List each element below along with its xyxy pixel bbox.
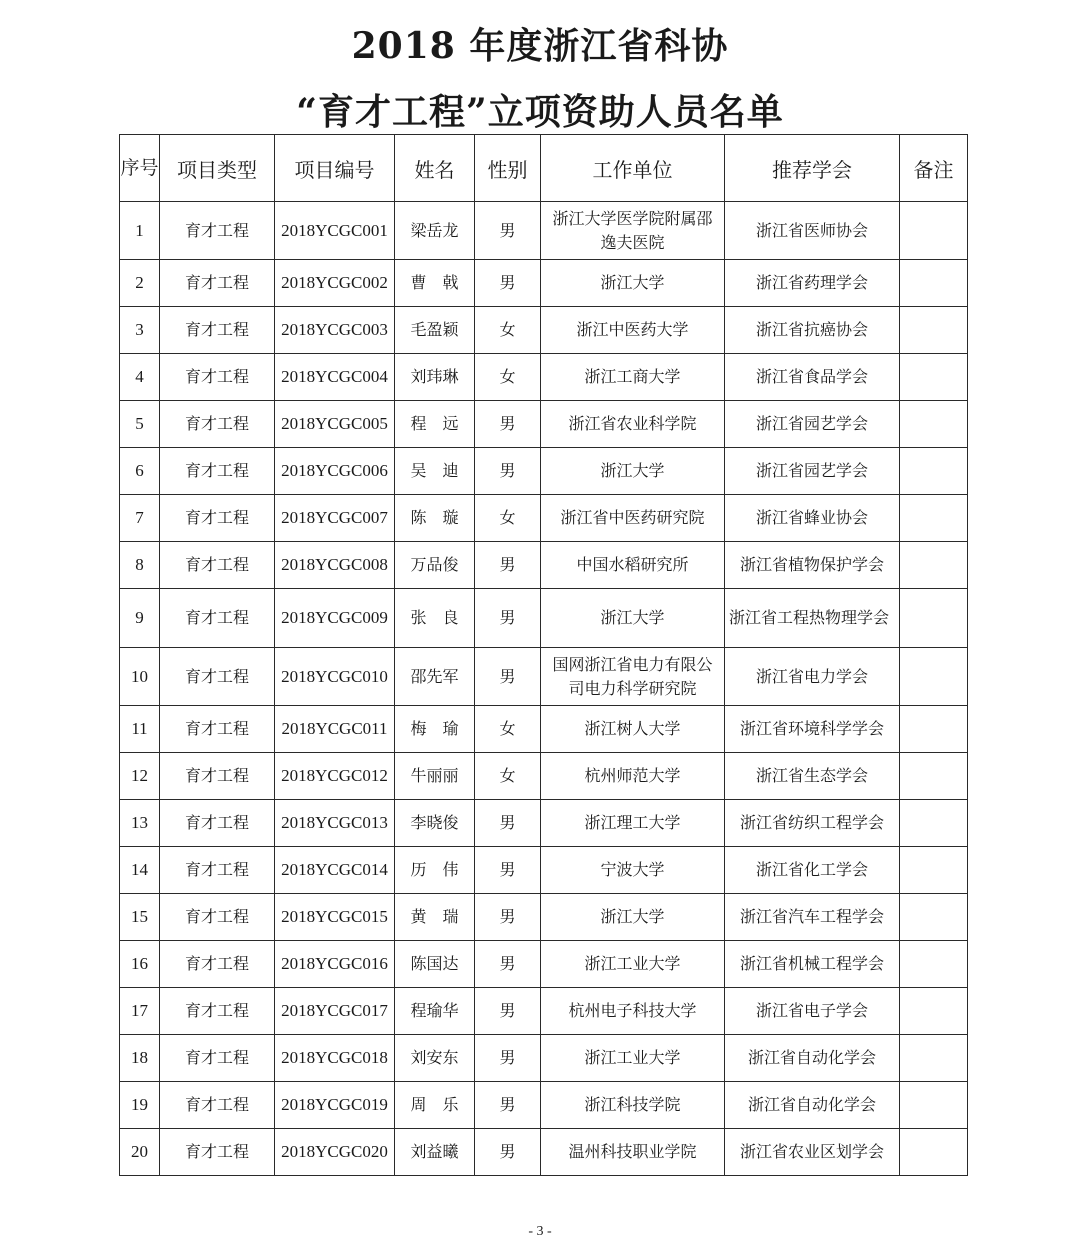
cell-name: 邵先军 [395,648,475,706]
cell-project-type: 育才工程 [160,706,275,753]
cell-gender: 男 [475,1129,541,1176]
table-row [120,988,968,1035]
cell-remarks [900,753,968,800]
cell-recommending-society: 浙江省生态学会 [725,753,900,800]
cell-project-type: 育才工程 [160,1035,275,1082]
cell-recommending-society: 浙江省食品学会 [725,354,900,401]
cell-gender: 女 [475,354,541,401]
table-row [120,1129,968,1176]
cell-name: 刘安东 [395,1035,475,1082]
cell-project-code: 2018YCGC012 [275,753,395,800]
cell-project-code: 2018YCGC008 [275,542,395,589]
cell-gender: 男 [475,542,541,589]
table-row [120,307,968,354]
table-row [120,753,968,800]
cell-project-type: 育才工程 [160,847,275,894]
cell-project-type: 育才工程 [160,988,275,1035]
cell-project-type: 育才工程 [160,202,275,260]
cell-project-code: 2018YCGC007 [275,495,395,542]
cell-recommending-society: 浙江省电力学会 [725,648,900,706]
cell-index: 6 [120,448,160,495]
cell-remarks [900,448,968,495]
table-row [120,448,968,495]
table-row [120,648,968,706]
cell-remarks [900,1082,968,1129]
table-row [120,401,968,448]
table-row [120,1035,968,1082]
cell-remarks [900,260,968,307]
cell-project-code: 2018YCGC011 [275,706,395,753]
cell-recommending-society: 浙江省抗癌协会 [725,307,900,354]
header-name: 姓名 [395,135,475,202]
table-row [120,202,968,260]
cell-work-unit: 浙江大学 [541,894,725,941]
cell-name: 陈国达 [395,941,475,988]
cell-remarks [900,1129,968,1176]
cell-project-type: 育才工程 [160,894,275,941]
cell-project-code: 2018YCGC003 [275,307,395,354]
cell-recommending-society: 浙江省园艺学会 [725,401,900,448]
cell-index: 10 [120,648,160,706]
table-body [120,202,968,1176]
cell-work-unit: 浙江大学医学院附属邵逸夫医院 [541,202,725,260]
header-project-code: 项目编号 [275,135,395,202]
cell-project-code: 2018YCGC005 [275,401,395,448]
cell-name: 张 良 [395,589,475,648]
cell-remarks [900,495,968,542]
cell-gender: 女 [475,706,541,753]
cell-index: 3 [120,307,160,354]
cell-name: 毛盈颖 [395,307,475,354]
cell-work-unit: 浙江工业大学 [541,941,725,988]
cell-name: 万品俊 [395,542,475,589]
cell-work-unit: 浙江大学 [541,589,725,648]
cell-index: 4 [120,354,160,401]
cell-project-type: 育才工程 [160,260,275,307]
header-gender: 性别 [475,135,541,202]
cell-project-type: 育才工程 [160,495,275,542]
cell-project-type: 育才工程 [160,589,275,648]
cell-project-type: 育才工程 [160,800,275,847]
cell-remarks [900,307,968,354]
cell-name: 程 远 [395,401,475,448]
cell-name: 梅 瑜 [395,706,475,753]
cell-name: 吴 迪 [395,448,475,495]
cell-index: 16 [120,941,160,988]
cell-recommending-society: 浙江省植物保护学会 [725,542,900,589]
cell-index: 1 [120,202,160,260]
cell-work-unit: 浙江省农业科学院 [541,401,725,448]
cell-gender: 男 [475,988,541,1035]
cell-name: 刘益曦 [395,1129,475,1176]
document-title-line-2: “育才工程”立项资助人员名单 [296,91,784,133]
header-recommending-society: 推荐学会 [725,135,900,202]
table-row [120,894,968,941]
cell-recommending-society: 浙江省机械工程学会 [725,941,900,988]
cell-project-code: 2018YCGC020 [275,1129,395,1176]
cell-gender: 女 [475,495,541,542]
cell-index: 17 [120,988,160,1035]
cell-work-unit: 浙江大学 [541,260,725,307]
cell-remarks [900,648,968,706]
cell-recommending-society: 浙江省蜂业协会 [725,495,900,542]
cell-project-code: 2018YCGC015 [275,894,395,941]
cell-remarks [900,589,968,648]
cell-recommending-society: 浙江省纺织工程学会 [725,800,900,847]
document-title-line-1: 2018 年度浙江省科协 [351,25,729,67]
cell-work-unit: 浙江科技学院 [541,1082,725,1129]
cell-index: 11 [120,706,160,753]
cell-gender: 男 [475,448,541,495]
table-header-row [120,135,968,202]
cell-remarks [900,401,968,448]
cell-work-unit: 浙江工商大学 [541,354,725,401]
cell-gender: 男 [475,589,541,648]
cell-name: 曹 戟 [395,260,475,307]
cell-recommending-society: 浙江省农业区划学会 [725,1129,900,1176]
cell-recommending-society: 浙江省自动化学会 [725,1035,900,1082]
cell-work-unit: 温州科技职业学院 [541,1129,725,1176]
cell-gender: 男 [475,941,541,988]
cell-index: 14 [120,847,160,894]
cell-remarks [900,202,968,260]
cell-gender: 男 [475,1082,541,1129]
cell-index: 2 [120,260,160,307]
cell-project-code: 2018YCGC013 [275,800,395,847]
cell-project-type: 育才工程 [160,941,275,988]
cell-project-code: 2018YCGC004 [275,354,395,401]
cell-index: 7 [120,495,160,542]
header-project-type: 项目类型 [160,135,275,202]
page-number: - 3 - [528,1224,552,1239]
cell-remarks [900,1035,968,1082]
cell-project-type: 育才工程 [160,401,275,448]
table-row [120,589,968,648]
cell-index: 19 [120,1082,160,1129]
cell-project-type: 育才工程 [160,542,275,589]
table-row [120,260,968,307]
cell-project-type: 育才工程 [160,354,275,401]
header-index: 序号 [120,135,160,202]
cell-gender: 女 [475,753,541,800]
cell-project-code: 2018YCGC010 [275,648,395,706]
table-row [120,1082,968,1129]
cell-project-code: 2018YCGC014 [275,847,395,894]
header-remarks: 备注 [900,135,968,202]
cell-project-code: 2018YCGC016 [275,941,395,988]
cell-project-type: 育才工程 [160,1082,275,1129]
cell-gender: 男 [475,1035,541,1082]
cell-index: 5 [120,401,160,448]
cell-project-code: 2018YCGC002 [275,260,395,307]
cell-remarks [900,894,968,941]
cell-recommending-society: 浙江省电子学会 [725,988,900,1035]
header-work-unit: 工作单位 [541,135,725,202]
cell-index: 13 [120,800,160,847]
cell-recommending-society: 浙江省汽车工程学会 [725,894,900,941]
cell-gender: 男 [475,894,541,941]
cell-index: 18 [120,1035,160,1082]
cell-remarks [900,847,968,894]
cell-remarks [900,706,968,753]
cell-index: 20 [120,1129,160,1176]
funding-list-table [119,134,968,1176]
cell-gender: 男 [475,401,541,448]
cell-work-unit: 浙江中医药大学 [541,307,725,354]
cell-name: 陈 璇 [395,495,475,542]
cell-project-code: 2018YCGC009 [275,589,395,648]
cell-work-unit: 杭州电子科技大学 [541,988,725,1035]
table-row [120,354,968,401]
cell-recommending-society: 浙江省园艺学会 [725,448,900,495]
cell-index: 12 [120,753,160,800]
cell-name: 周 乐 [395,1082,475,1129]
cell-recommending-society: 浙江省医师协会 [725,202,900,260]
cell-work-unit: 中国水稻研究所 [541,542,725,589]
cell-name: 刘玮琳 [395,354,475,401]
cell-recommending-society: 浙江省环境科学学会 [725,706,900,753]
table-row [120,706,968,753]
cell-work-unit: 浙江理工大学 [541,800,725,847]
cell-index: 9 [120,589,160,648]
cell-gender: 女 [475,307,541,354]
cell-project-type: 育才工程 [160,648,275,706]
cell-name: 梁岳龙 [395,202,475,260]
cell-work-unit: 浙江大学 [541,448,725,495]
cell-recommending-society: 浙江省药理学会 [725,260,900,307]
cell-work-unit: 浙江树人大学 [541,706,725,753]
table-row [120,941,968,988]
cell-project-code: 2018YCGC019 [275,1082,395,1129]
cell-remarks [900,988,968,1035]
cell-remarks [900,354,968,401]
cell-remarks [900,542,968,589]
cell-gender: 男 [475,800,541,847]
cell-work-unit: 杭州师范大学 [541,753,725,800]
cell-recommending-society: 浙江省工程热物理学会 [725,589,900,648]
cell-project-code: 2018YCGC001 [275,202,395,260]
cell-work-unit: 浙江省中医药研究院 [541,495,725,542]
cell-project-code: 2018YCGC018 [275,1035,395,1082]
cell-name: 程瑜华 [395,988,475,1035]
cell-project-code: 2018YCGC006 [275,448,395,495]
cell-project-type: 育才工程 [160,307,275,354]
cell-work-unit: 国网浙江省电力有限公司电力科学研究院 [541,648,725,706]
cell-gender: 男 [475,260,541,307]
cell-remarks [900,800,968,847]
cell-project-type: 育才工程 [160,753,275,800]
cell-gender: 男 [475,847,541,894]
cell-work-unit: 浙江工业大学 [541,1035,725,1082]
cell-name: 历 伟 [395,847,475,894]
cell-recommending-society: 浙江省自动化学会 [725,1082,900,1129]
cell-name: 李晓俊 [395,800,475,847]
cell-work-unit: 宁波大学 [541,847,725,894]
table-row [120,495,968,542]
table-row [120,542,968,589]
table-row [120,847,968,894]
cell-index: 8 [120,542,160,589]
cell-project-type: 育才工程 [160,1129,275,1176]
cell-recommending-society: 浙江省化工学会 [725,847,900,894]
cell-name: 牛丽丽 [395,753,475,800]
cell-gender: 男 [475,202,541,260]
cell-name: 黄 瑞 [395,894,475,941]
cell-project-type: 育才工程 [160,448,275,495]
cell-remarks [900,941,968,988]
cell-gender: 男 [475,648,541,706]
table-row [120,800,968,847]
cell-index: 15 [120,894,160,941]
cell-project-code: 2018YCGC017 [275,988,395,1035]
